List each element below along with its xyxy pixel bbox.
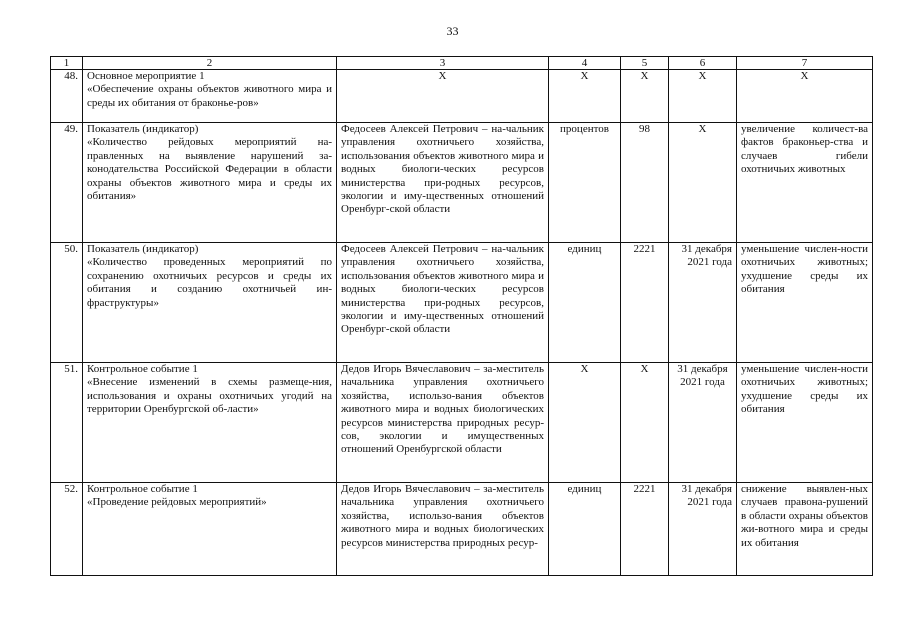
column-number: 7 [737,57,873,70]
effect-cell: уменьшение числен-ности охотничьих животных; ухудшение среды их обитания [737,243,873,363]
effect-cell: X [737,70,873,123]
activity-cell [83,363,337,483]
page-number: 33 [446,24,459,38]
activity-type: Основное мероприятие 1 [87,70,205,82]
deadline-cell: 31 декабря 2021 года [669,363,737,483]
table-row [51,123,873,243]
row-number: 51. [51,363,83,483]
column-number: 6 [669,57,737,70]
value-cell: 98 [621,123,669,243]
column-number: 3 [337,57,549,70]
activity-type: Показатель (индикатор) [87,123,199,135]
effect-cell: снижение выявлен-ных случаев правона-рушений в области охраны объектов жи-вотного мира и среды их обитания [737,483,873,576]
unit-cell: X [549,70,621,123]
activity-cell [83,123,337,243]
unit-cell: единиц [549,243,621,363]
value-cell: 2221 [621,243,669,363]
deadline-cell: 31 декабря 2021 года [669,483,737,576]
deadline-cell: 31 декабря 2021 года [669,243,737,363]
activity-type: Контрольное событие 1 [87,363,198,375]
table-row [51,483,873,576]
responsible-cell: Дедов Игорь Вячеславович – за-меститель начальника управления охотничьего хозяйства, использо-вания объектов животного мира и водных биологических ресурсов министерства природных ресур-сов, экологии и имущественных отношений Оренбургской области [337,363,549,483]
activity-cell [83,243,337,363]
effect-cell: уменьшение числен-ности охотничьих животных; ухудшение среды их обитания [737,363,873,483]
responsible-cell: X [337,70,549,123]
effect-cell: увеличение количест-ва фактов браконьер-ства и случаев гибели охотничьих животных [737,123,873,243]
unit-cell: процентов [549,123,621,243]
column-number: 1 [51,57,83,70]
deadline-cell: X [669,123,737,243]
value-cell: X [621,70,669,123]
column-number: 5 [621,57,669,70]
responsible-cell: Дедов Игорь Вячеславович – за-меститель начальника управления охотничьего хозяйства, использо-вания объектов животного мира и водных биологических ресурсов министерства природных ресур- [337,483,549,576]
value-cell: X [621,363,669,483]
activity-title: «Количество рейдовых мероприятий на-правленных на выявление нарушений за-конодательства Российской Федерации в области охраны объектов животного мира и среды их обитания» [87,136,332,203]
table-row [51,243,873,363]
activity-title: «Количество проведенных мероприятий по сохранению охотничьих ресурсов и среды их обитания и созданию охотничьей ин-фраструктуры» [87,256,332,309]
column-number: 2 [83,57,337,70]
unit-cell: X [549,363,621,483]
activity-type: Контрольное событие 1 [87,483,198,495]
column-number: 4 [549,57,621,70]
responsible-cell: Федосеев Алексей Петрович – на-чальник управления охотничьего хозяйства, использования объектов животного мира и водных биологи-ческих ресурсов министерства при-родных ресурсов, экологии и иму-щественных отношений Оренбург-ской области [337,123,549,243]
activities-table [50,56,873,576]
activity-title: «Проведение рейдовых мероприятий» [87,496,267,509]
activity-cell [83,483,337,576]
activity-type: Показатель (индикатор) [87,243,199,255]
column-number-row [51,57,873,70]
row-number: 50. [51,243,83,363]
row-number: 52. [51,483,83,576]
value-cell: 2221 [621,483,669,576]
table-row [51,70,873,123]
activity-title: «Внесение изменений в схемы размеще-ния, использования и охраны охотничьих угодий на территории Оренбургской об-ласти» [87,376,332,416]
unit-cell: единиц [549,483,621,576]
row-number: 49. [51,123,83,243]
row-number: 48. [51,70,83,123]
activity-cell [83,70,337,123]
responsible-cell: Федосеев Алексей Петрович – на-чальник управления охотничьего хозяйства, использования объектов животного мира и водных биологи-ческих ресурсов министерства при-родных ресурсов, экологии и иму-щественных отношений Оренбург-ской области [337,243,549,363]
deadline-cell: X [669,70,737,123]
activity-title: «Обеспечение охраны объектов животного мира и среды их обитания от браконье-ров» [87,83,332,109]
table-row [51,363,873,483]
